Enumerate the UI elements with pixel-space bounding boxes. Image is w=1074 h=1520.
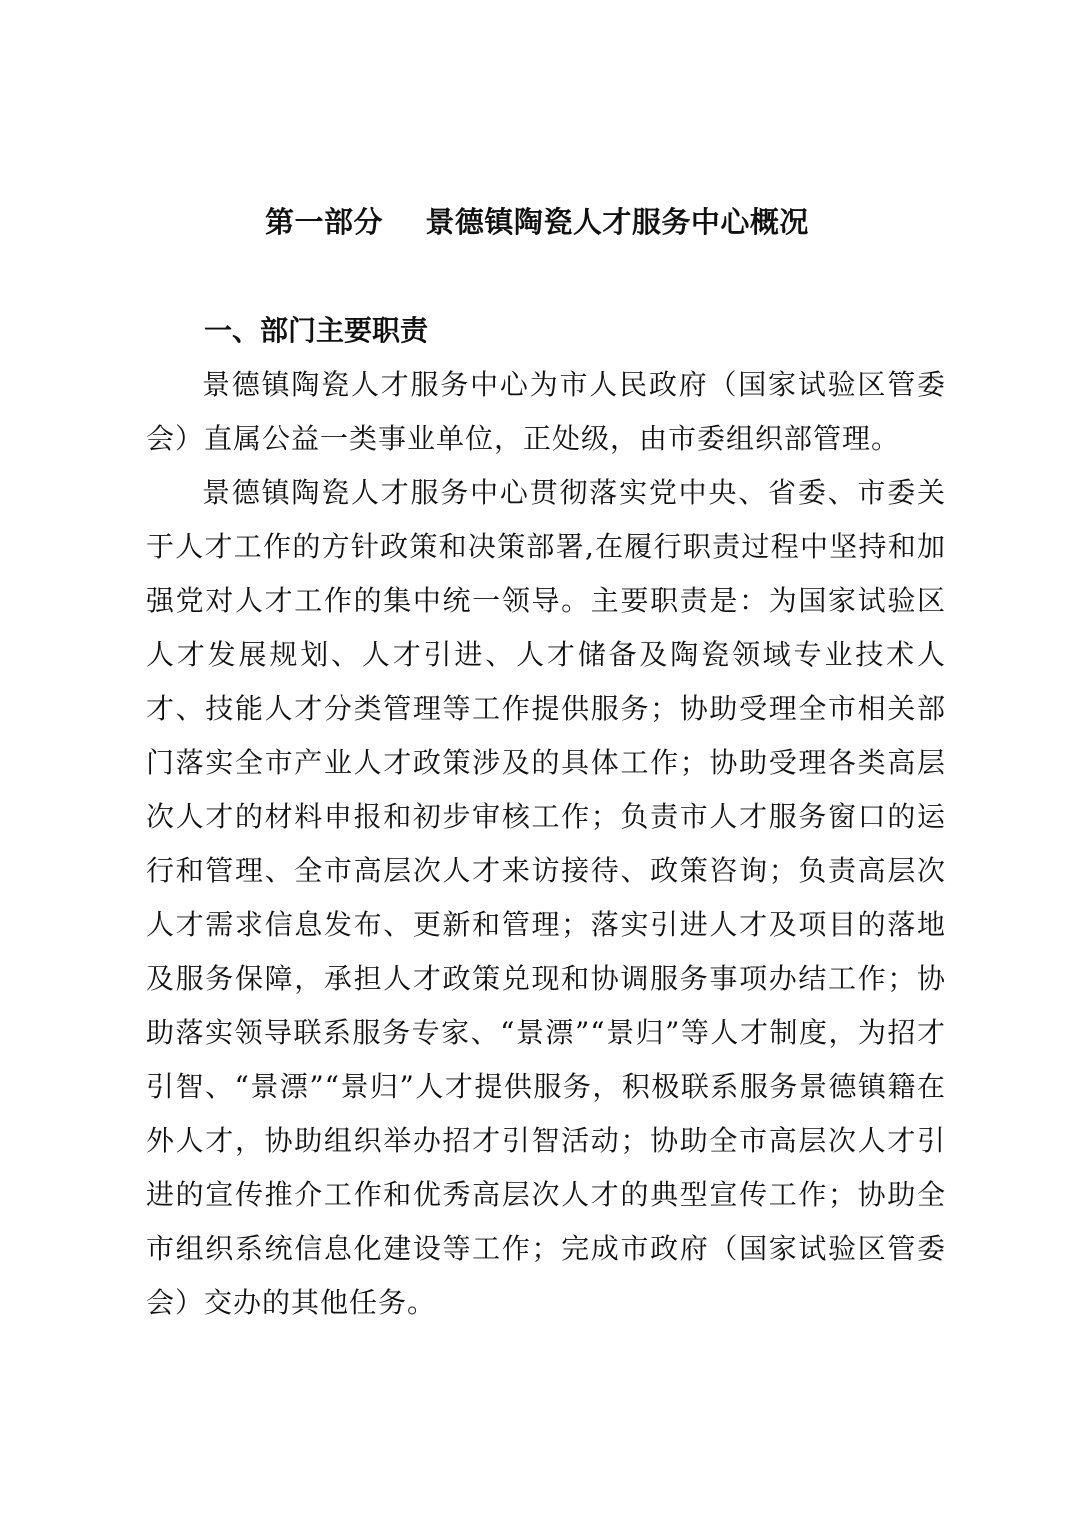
paragraph-main-duties: 景德镇陶瓷人才服务中心贯彻落实党中央、省委、市委关于人才工作的方针政策和决策部署,在履行职责过程中坚持和加强党对人才工作的集中统一领导。主要职责是：为国家试验区人才发展规划、人才引进、人才储备及陶瓷领域专业技术人才、技能人才分类管理等工作提供服务；协助受理全市相关部门落实全市产业人才政策涉及的具体工作；协助受理各类高层次人才的材料申报和初步审核工作；负责市人才服务窗口的运行和管理、全市高层次人才来访接待、政策咨询；负责高层次人才需求信息发布、更新和管理；落实引进人才及项目的落地及服务保障，承担人才政策兑现和协调服务事项办结工作；协助落实领导联系服务专家、“景漂”“景归”等人才制度，为招才引智、“景漂”“景归”人才提供服务，积极联系服务景德镇籍在外人才，协助组织举办招才引智活动；协助全市高层次人才引进的宣传推介工作和优秀高层次人才的典型宣传工作；协助全市组织系统信息化建设等工作；完成市政府（国家试验区管委会）交办的其他任务。 xyxy=(146,476,946,1319)
part-title: 第一部分 景德镇陶瓷人才服务中心概况 xyxy=(265,205,809,239)
section-heading: 一、部门主要职责 xyxy=(204,314,429,347)
paragraph-unit-status: 景德镇陶瓷人才服务中心为市人民政府（国家试验区管委会）直属公益一类事业单位，正处级，由市委组织部管理。 xyxy=(146,368,946,455)
